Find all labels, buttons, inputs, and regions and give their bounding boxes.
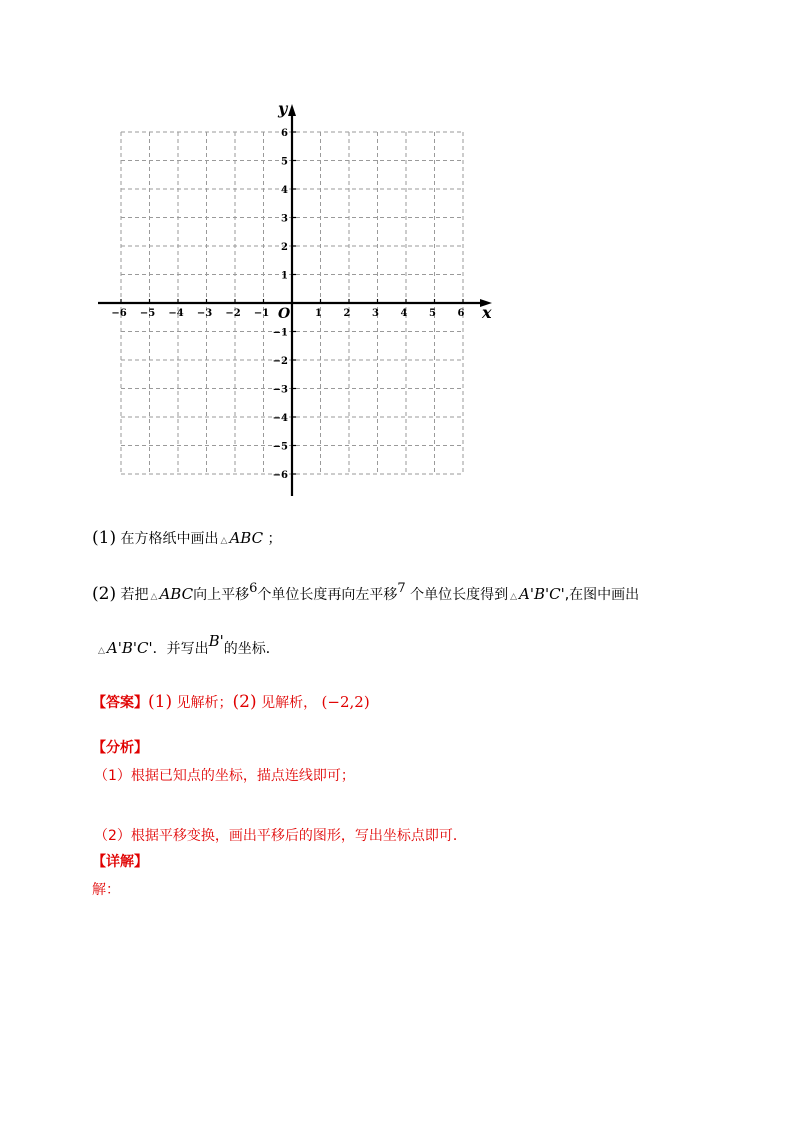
question-1-text: 在方格纸中画出 — [120, 531, 219, 547]
question-2-text-2: 向上平移 — [193, 587, 250, 603]
y-tick-label: −4 — [272, 413, 288, 424]
y-tick-label: 6 — [281, 128, 288, 139]
x-tick-label: 2 — [343, 308, 351, 319]
analysis-line-1: （1）根据已知点的坐标，描点连线即可； — [94, 768, 355, 784]
answer-part-1: 见解析； — [176, 695, 233, 711]
triangle-abc: ABC — [159, 585, 194, 603]
coordinate-grid — [0, 0, 800, 510]
question-1-end: ； — [267, 531, 282, 547]
question-2-text-5: ,在图中画出 — [564, 587, 640, 603]
analysis-line-2: （2）根据平移变换，画出平移后的图形，写出坐标点即可． — [94, 828, 467, 844]
question-1 — [92, 528, 282, 551]
detail-tag: 【详解】 — [92, 854, 148, 870]
question-2-text-7: 的坐标． — [223, 641, 280, 657]
answer-part-2-number: (2) — [232, 692, 257, 712]
y-tick-label: −1 — [272, 327, 288, 339]
triangle-abc-prime: A'B'C' — [519, 585, 565, 603]
answer-part-1-number: (1) — [148, 692, 173, 712]
shift-up-amount: 6 — [249, 581, 258, 596]
question-1-number: (1) — [92, 528, 117, 548]
analysis-tag: 【分析】 — [92, 740, 148, 756]
triangle-abc: ABC — [229, 529, 264, 547]
triangle-icon: △ — [510, 592, 518, 602]
y-tick-label: 3 — [281, 213, 288, 225]
answer-coordinate: (−2,2) — [321, 693, 370, 711]
detail-text: 解： — [92, 882, 120, 898]
triangle-icon: △ — [98, 646, 105, 656]
answer-part-2: 见解析， — [261, 695, 318, 711]
triangle-icon: △ — [150, 592, 158, 602]
y-tick-label: −2 — [272, 356, 288, 367]
y-tick-label: −3 — [272, 384, 288, 396]
y-tick-label: 4 — [281, 185, 288, 196]
x-tick-label: −4 — [168, 308, 184, 319]
x-tick-label: −3 — [196, 308, 213, 319]
x-tick-label: −1 — [253, 308, 270, 319]
x-tick-label: −6 — [111, 308, 127, 319]
x-tick-label: 3 — [372, 308, 379, 319]
x-tick-label: 1 — [315, 308, 322, 319]
question-2-line-2 — [96, 632, 280, 661]
point-b-prime: B' — [208, 632, 224, 650]
triangle-icon: △ — [220, 536, 228, 546]
x-tick-label: 6 — [457, 308, 465, 319]
y-axis-label: y — [278, 99, 288, 118]
question-2-text-6: ．并写出 — [152, 641, 209, 657]
y-tick-label: −5 — [272, 441, 288, 453]
triangle-abc-prime: A'B'C' — [106, 639, 153, 657]
x-tick-label: 5 — [429, 308, 436, 319]
x-tick-label: −5 — [139, 308, 156, 319]
shift-left-amount: 7 — [397, 581, 406, 596]
origin-label: O — [278, 306, 291, 322]
question-2-text-4: 个单位长度得到 — [410, 587, 509, 603]
answer-tag: 【答案】 — [92, 695, 148, 711]
question-2-number: (2) — [92, 584, 117, 604]
x-tick-label: −2 — [225, 308, 241, 319]
x-axis-label: x — [482, 303, 492, 322]
y-tick-label: 1 — [281, 270, 288, 282]
y-tick-label: 5 — [281, 156, 288, 168]
question-2-text-1: 若把 — [120, 587, 149, 603]
answer-line — [92, 692, 370, 713]
y-tick-label: 2 — [281, 242, 288, 253]
y-tick-label: −6 — [272, 470, 288, 481]
question-2-text-3: 个单位长度再向左平移 — [257, 587, 398, 603]
y-axis-arrow-icon — [288, 104, 296, 116]
question-2-line-1 — [92, 581, 640, 607]
x-tick-label: 4 — [400, 308, 408, 319]
